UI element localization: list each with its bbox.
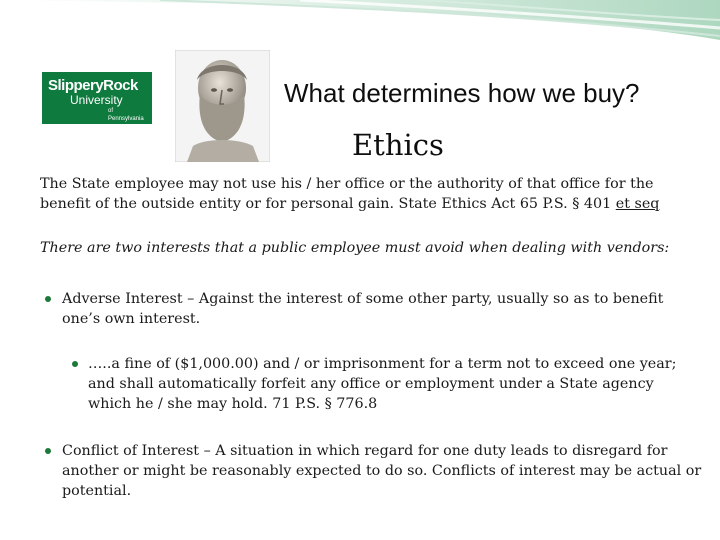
decorative-swoosh-header xyxy=(0,0,720,60)
bullet-dot-icon xyxy=(45,296,51,302)
logo-line2: University xyxy=(70,93,123,107)
et-seq-text: et seq xyxy=(615,196,660,212)
logo-line1: SlipperyRock xyxy=(48,77,138,94)
bullet-adverse-interest: Adverse Interest – Against the interest of some other party, usually so as to benefit one’s own interest. xyxy=(62,291,664,327)
slippery-rock-logo xyxy=(42,72,152,124)
bullet-penalty: …..a fine of ($1,000.00) and / or imprisonment for a term not to exceed one year; and shall automatically forfeit any office or employment under a State agency which he / she may hold. 71 P.S. § 776.8 xyxy=(88,356,677,412)
ethics-paragraph-text: The State employee may not use his / her office or the authority of that office for the benefit of the outside entity or for personal gain. State Ethics Act 65 P.S. § 401 xyxy=(40,176,654,212)
aristotle-bust-image xyxy=(175,50,270,162)
bullet-conflict-of-interest: Conflict of Interest – A situation in which regard for one duty leads to disregard for another or might be reasonably expected to do so. Conflicts of interest may be actual or potential. xyxy=(62,443,702,499)
bullet-dot-icon xyxy=(72,361,78,367)
interests-intro: There are two interests that a public employee must avoid when dealing with vendors: xyxy=(40,240,670,256)
slide-title: What determines how we buy? xyxy=(284,78,640,108)
slide-subtitle: Ethics xyxy=(352,128,444,162)
ethics-paragraph xyxy=(40,174,700,214)
logo-line3: of Pennsylvania xyxy=(108,108,144,122)
bullet-dot-icon xyxy=(45,448,51,454)
